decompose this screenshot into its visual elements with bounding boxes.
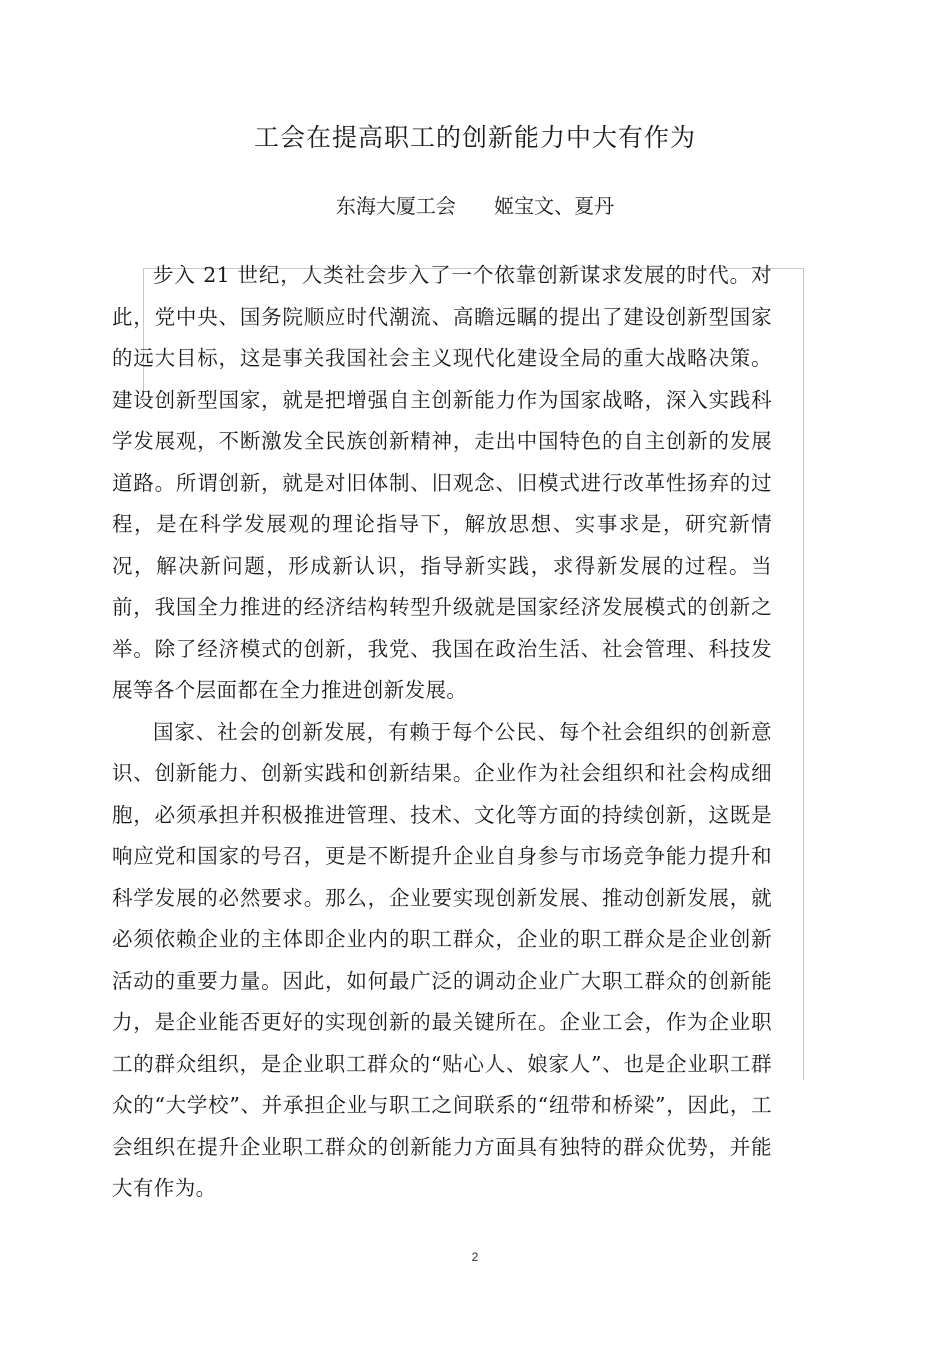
frame-border-right bbox=[803, 268, 804, 1080]
page-number: 2 bbox=[471, 1250, 479, 1264]
body-text bbox=[112, 255, 772, 1210]
paragraph-2: 国家、社会的创新发展，有赖于每个公民、每个社会组织的创新意识、创新能力、创新实践和创新结果。企业作为社会组织和社会构成细胞，必须承担并积极推进管理、技术、文化等方面的持续创新，这既是响应党和国家的号召，更是不断提升企业自身参与市场竞争能力提升和科学发展的必然要求。那么，企业要实现创新发展、推动创新发展，就必须依赖企业的主体即企业内的职工群众，企业的职工群众是企业创新活动的重要力量。因此，如何最广泛的调动企业广大职工群众的创新能力，是企业能否更好的实现创新的最关键所在。企业工会，作为企业职工的群众组织，是企业职工群众的“贴心人、娘家人”、也是企业职工群众的“大学校”、并承担企业与职工之间联系的“纽带和桥梁”，因此，工会组织在提升企业职工群众的创新能力方面具有独特的群众优势，并能大有作为。 bbox=[112, 719, 772, 1200]
document-title: 工会在提高职工的创新能力中大有作为 bbox=[253, 123, 696, 152]
author-byline: 东海大厦工会 姬宝文、夏丹 bbox=[335, 194, 615, 218]
paragraph-1: 步入 21 世纪，人类社会步入了一个依靠创新谋求发展的时代。对此，党中央、国务院顺应时代潮流、高瞻远瞩的提出了建设创新型国家的远大目标，这是事关我国社会主义现代化建设全局的重大战略决策。建设创新型国家，就是把增强自主创新能力作为国家战略，深入实践科学发展观，不断激发全民族创新精神，走出中国特色的自主创新的发展道路。所谓创新，就是对旧体制、旧观念、旧模式进行改革性扬弃的过程，是在科学发展观的理论指导下，解放思想、实事求是，研究新情况，解决新问题，形成新认识，指导新实践，求得新发展的过程。当前，我国全力推进的经济结构转型升级就是国家经济发展模式的创新之举。除了经济模式的创新，我党、我国在政治生活、社会管理、科技发展等各个层面都在全力推进创新发展。 bbox=[112, 263, 772, 702]
